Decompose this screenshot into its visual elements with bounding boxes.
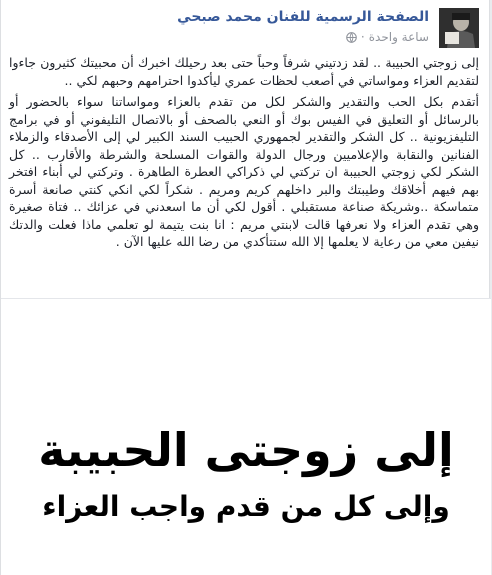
post-meta <box>346 30 429 44</box>
image-subline: وإلى كل من قدم واجب العزاء <box>42 490 450 523</box>
image-headline: إلى زوجتى الحبيبة <box>38 423 454 477</box>
post-timestamp[interactable]: ساعة واحدة <box>368 30 429 44</box>
page-name-link[interactable]: الصفحة الرسمية للفنان محمد صبحي <box>177 9 429 25</box>
post-paragraph: أتقدم بكل الحب والتقدير والشكر لكل من تقدم بالعزاء ومواساتنا سواء بالحضور أو بالرسائل أو التعليق في الفيس بوك أو النعي بالصحف أو بالاتصال التليفوني أو في برامج التليفزيونية .. كل الشكر والتقدير لجمهوري الحبيب السند الكبير لي إلى الأصدقاء والزملاء الفنانين والنقابة والإعلاميين ورجال الدولة والقوات المسلحة والشرطة والأقارب .. كل الشكر لكي زوجتي الحبيبة ان تركتي لي ذكراكي العطرة الطاهرة . وتركتي لي أبناء افتخر بهم فيهم أخلاقك وطيبتك والبر داخلهم كريم ومريم . شكراً لكي انكي كنتي صانعة أسرة متماسكة ..وشريكة صناعة مستقبلي . أقول لكي أن ما اسعدني في عزائك .. فتاة صغيرة وهي تقدم العزاء ولا نعرفها قالت لابنتي مريم : انا بنت يتيمة لو تعلمي ماذا فعلت والدتك نيفين معي من رعاية لا يعلمها إلا الله ستتأكدي من رضا الله عليها الآن . <box>9 94 479 249</box>
globe-icon[interactable] <box>346 32 357 43</box>
avatar-image <box>439 8 479 48</box>
meta-separator: · <box>360 30 365 44</box>
page-avatar[interactable] <box>439 8 479 48</box>
post-image[interactable] <box>1 298 491 575</box>
post-header <box>11 8 479 50</box>
post-paragraph: إلى زوجتي الحبيبة .. لقد زدتيني شرفاً وحباً حتى بعد رحيلك اخبرك أن محبيتك كثيرون جاءوا لتقديم العزاء ومواساتي في أصعب لحظات عمري ليأكدوا احترامهم وحبهم لكي .. <box>9 55 479 88</box>
post-body <box>9 54 479 255</box>
